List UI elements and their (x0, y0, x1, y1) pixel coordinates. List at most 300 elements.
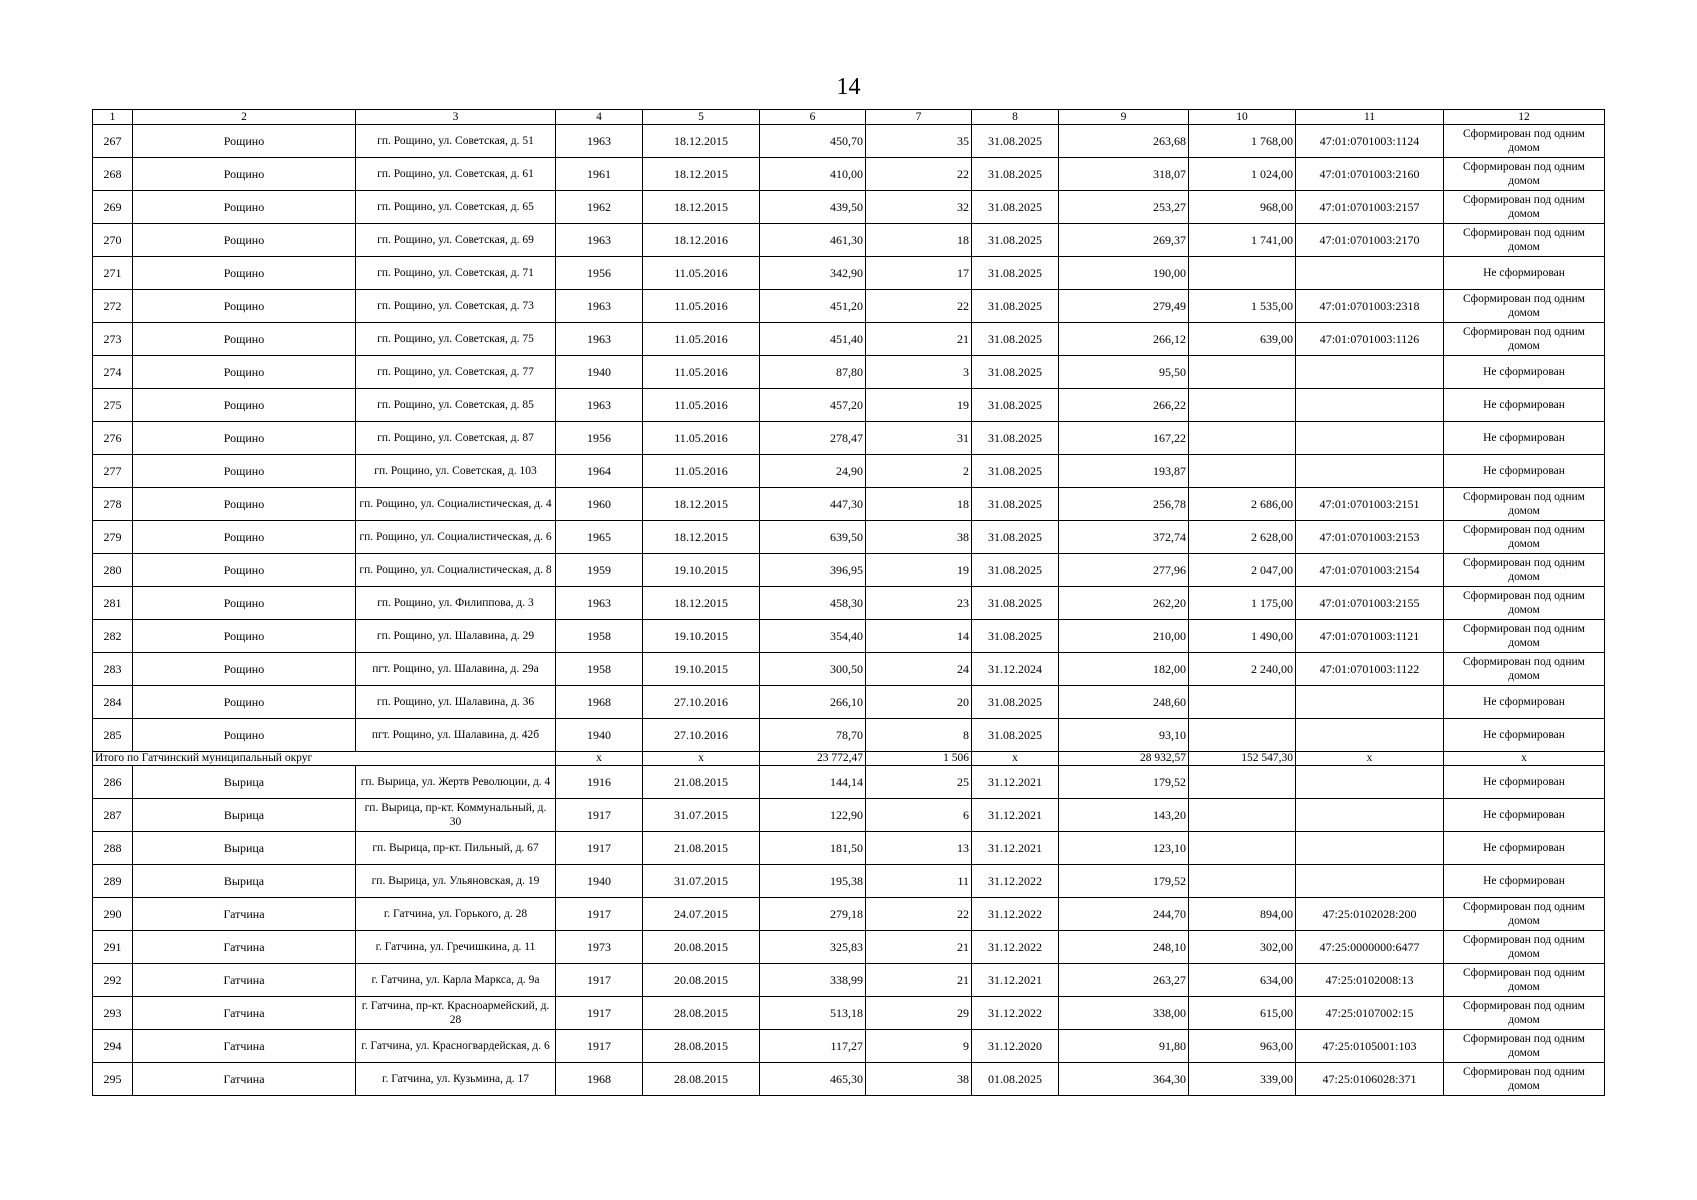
date-cell: 11.05.2016 (643, 323, 760, 356)
total-row (93, 752, 1605, 766)
year-cell: 1963 (556, 224, 643, 257)
deadline-cell: 31.08.2025 (972, 620, 1059, 653)
row-number-cell: 287 (93, 799, 133, 832)
area2-cell: 182,00 (1059, 653, 1189, 686)
area-cell: 451,40 (760, 323, 866, 356)
table-row (93, 125, 1605, 158)
area-cell: 338,99 (760, 964, 866, 997)
total-cell: x (1296, 752, 1444, 766)
residents-cell: 21 (866, 323, 972, 356)
date-cell: 11.05.2016 (643, 455, 760, 488)
deadline-cell: 31.08.2025 (972, 455, 1059, 488)
land-area-cell (1189, 799, 1296, 832)
date-cell: 28.08.2015 (643, 1030, 760, 1063)
row-number-cell: 271 (93, 257, 133, 290)
date-cell: 24.07.2015 (643, 898, 760, 931)
settlement-cell: Рощино (133, 224, 356, 257)
residents-cell: 21 (866, 931, 972, 964)
date-cell: 18.12.2015 (643, 488, 760, 521)
settlement-cell: Гатчина (133, 931, 356, 964)
cadastral-number-cell: 47:25:0102008:13 (1296, 964, 1444, 997)
row-number-cell: 277 (93, 455, 133, 488)
area2-cell: 262,20 (1059, 587, 1189, 620)
cadastral-number-cell (1296, 686, 1444, 719)
status-cell: Не сформирован (1444, 686, 1605, 719)
area2-cell: 279,49 (1059, 290, 1189, 323)
date-cell: 20.08.2015 (643, 931, 760, 964)
year-cell: 1973 (556, 931, 643, 964)
deadline-cell: 31.08.2025 (972, 257, 1059, 290)
residents-cell: 24 (866, 653, 972, 686)
row-number-cell: 272 (93, 290, 133, 323)
area2-cell: 193,87 (1059, 455, 1189, 488)
land-area-cell: 302,00 (1189, 931, 1296, 964)
settlement-cell: Рощино (133, 686, 356, 719)
land-area-cell (1189, 766, 1296, 799)
date-cell: 19.10.2015 (643, 620, 760, 653)
residents-cell: 18 (866, 488, 972, 521)
deadline-cell: 31.08.2025 (972, 488, 1059, 521)
year-cell: 1962 (556, 191, 643, 224)
table-row (93, 1063, 1605, 1096)
status-cell: Не сформирован (1444, 257, 1605, 290)
cadastral-number-cell: 47:01:0701003:1124 (1296, 125, 1444, 158)
deadline-cell: 31.12.2021 (972, 799, 1059, 832)
date-cell: 27.10.2016 (643, 686, 760, 719)
area2-cell: 91,80 (1059, 1030, 1189, 1063)
land-area-cell (1189, 686, 1296, 719)
land-area-cell: 634,00 (1189, 964, 1296, 997)
land-area-cell (1189, 832, 1296, 865)
area-cell: 447,30 (760, 488, 866, 521)
deadline-cell: 31.08.2025 (972, 422, 1059, 455)
cadastral-number-cell: 47:25:0000000:6477 (1296, 931, 1444, 964)
land-area-cell: 2 686,00 (1189, 488, 1296, 521)
settlement-cell: Рощино (133, 191, 356, 224)
row-number-cell: 279 (93, 521, 133, 554)
address-cell: пгт. Рощино, ул. Шалавина, д. 29а (356, 653, 556, 686)
land-area-cell: 1 024,00 (1189, 158, 1296, 191)
row-number-cell: 269 (93, 191, 133, 224)
area-cell: 78,70 (760, 719, 866, 752)
area2-cell: 167,22 (1059, 422, 1189, 455)
deadline-cell: 31.08.2025 (972, 224, 1059, 257)
row-number-cell: 294 (93, 1030, 133, 1063)
status-cell: Не сформирован (1444, 422, 1605, 455)
cadastral-number-cell: 47:25:0107002:15 (1296, 997, 1444, 1030)
table-body-roshchino (93, 125, 1605, 752)
area-cell: 195,38 (760, 865, 866, 898)
area-cell: 461,30 (760, 224, 866, 257)
date-cell: 31.07.2015 (643, 799, 760, 832)
row-number-cell: 275 (93, 389, 133, 422)
row-number-cell: 274 (93, 356, 133, 389)
deadline-cell: 31.08.2025 (972, 125, 1059, 158)
status-cell: Сформирован под одним домом (1444, 898, 1605, 931)
settlement-cell: Рощино (133, 620, 356, 653)
residents-cell: 20 (866, 686, 972, 719)
table-row (93, 290, 1605, 323)
area2-cell: 253,27 (1059, 191, 1189, 224)
date-cell: 11.05.2016 (643, 389, 760, 422)
area2-cell: 244,70 (1059, 898, 1189, 931)
date-cell: 11.05.2016 (643, 356, 760, 389)
land-area-cell: 1 768,00 (1189, 125, 1296, 158)
total-cell: 23 772,47 (760, 752, 866, 766)
settlement-cell: Рощино (133, 455, 356, 488)
page-number: 14 (836, 74, 861, 100)
address-cell: гп. Рощино, ул. Советская, д. 71 (356, 257, 556, 290)
area2-cell: 123,10 (1059, 832, 1189, 865)
table-body-gatchina (93, 766, 1605, 1096)
cadastral-number-cell: 47:01:0701003:2157 (1296, 191, 1444, 224)
deadline-cell: 31.12.2022 (972, 898, 1059, 931)
cadastral-number-cell: 47:01:0701003:2151 (1296, 488, 1444, 521)
deadline-cell: 31.12.2022 (972, 865, 1059, 898)
year-cell: 1963 (556, 125, 643, 158)
date-cell: 18.12.2015 (643, 587, 760, 620)
settlement-cell: Рощино (133, 653, 356, 686)
area2-cell: 318,07 (1059, 158, 1189, 191)
status-cell: Сформирован под одним домом (1444, 620, 1605, 653)
cadastral-number-cell: 47:01:0701003:2170 (1296, 224, 1444, 257)
table-row (93, 224, 1605, 257)
settlement-cell: Вырица (133, 766, 356, 799)
table-row (93, 997, 1605, 1030)
settlement-cell: Вырица (133, 799, 356, 832)
address-cell: гп. Рощино, ул. Советская, д. 69 (356, 224, 556, 257)
status-cell: Сформирован под одним домом (1444, 554, 1605, 587)
area-cell: 122,90 (760, 799, 866, 832)
deadline-cell: 31.08.2025 (972, 521, 1059, 554)
deadline-cell: 31.12.2021 (972, 766, 1059, 799)
settlement-cell: Рощино (133, 257, 356, 290)
area-cell: 639,50 (760, 521, 866, 554)
cadastral-number-cell: 47:25:0105001:103 (1296, 1030, 1444, 1063)
area-cell: 465,30 (760, 1063, 866, 1096)
year-cell: 1960 (556, 488, 643, 521)
table-row (93, 1030, 1605, 1063)
row-number-cell: 268 (93, 158, 133, 191)
date-cell: 19.10.2015 (643, 653, 760, 686)
status-cell: Сформирован под одним домом (1444, 521, 1605, 554)
table-row (93, 898, 1605, 931)
total-label: Итого по Гатчинский муниципальный округ (93, 752, 556, 766)
deadline-cell: 31.08.2025 (972, 356, 1059, 389)
settlement-cell: Рощино (133, 521, 356, 554)
cadastral-number-cell: 47:01:0701003:2155 (1296, 587, 1444, 620)
date-cell: 19.10.2015 (643, 554, 760, 587)
land-area-cell (1189, 719, 1296, 752)
status-cell: Сформирован под одним домом (1444, 290, 1605, 323)
year-cell: 1940 (556, 865, 643, 898)
area-cell: 325,83 (760, 931, 866, 964)
table-row (93, 191, 1605, 224)
residents-cell: 38 (866, 1063, 972, 1096)
land-area-cell: 639,00 (1189, 323, 1296, 356)
table-body-total (93, 752, 1605, 766)
column-number-7: 7 (866, 110, 972, 125)
area-cell: 342,90 (760, 257, 866, 290)
year-cell: 1917 (556, 799, 643, 832)
deadline-cell: 31.12.2024 (972, 653, 1059, 686)
table-row (93, 799, 1605, 832)
residents-cell: 25 (866, 766, 972, 799)
cadastral-number-cell: 47:25:0102028:200 (1296, 898, 1444, 931)
column-number-5: 5 (643, 110, 760, 125)
address-cell: гп. Рощино, ул. Шалавина, д. 29 (356, 620, 556, 653)
settlement-cell: Рощино (133, 323, 356, 356)
address-cell: г. Гатчина, ул. Карла Маркса, д. 9а (356, 964, 556, 997)
settlement-cell: Гатчина (133, 1063, 356, 1096)
year-cell: 1968 (556, 1063, 643, 1096)
table-row (93, 620, 1605, 653)
table-row (93, 554, 1605, 587)
row-number-cell: 273 (93, 323, 133, 356)
status-cell: Сформирован под одним домом (1444, 224, 1605, 257)
land-area-cell: 2 240,00 (1189, 653, 1296, 686)
residents-cell: 8 (866, 719, 972, 752)
table-row (93, 257, 1605, 290)
cadastral-number-cell (1296, 865, 1444, 898)
total-cell: 28 932,57 (1059, 752, 1189, 766)
column-number-6: 6 (760, 110, 866, 125)
residents-cell: 9 (866, 1030, 972, 1063)
status-cell: Не сформирован (1444, 766, 1605, 799)
area-cell: 457,20 (760, 389, 866, 422)
row-number-cell: 283 (93, 653, 133, 686)
status-cell: Не сформирован (1444, 455, 1605, 488)
land-area-cell: 615,00 (1189, 997, 1296, 1030)
deadline-cell: 31.08.2025 (972, 554, 1059, 587)
area-cell: 278,47 (760, 422, 866, 455)
cadastral-number-cell (1296, 356, 1444, 389)
year-cell: 1916 (556, 766, 643, 799)
settlement-cell: Рощино (133, 422, 356, 455)
area-cell: 354,40 (760, 620, 866, 653)
column-number-1: 1 (93, 110, 133, 125)
status-cell: Сформирован под одним домом (1444, 997, 1605, 1030)
area2-cell: 248,60 (1059, 686, 1189, 719)
row-number-cell: 295 (93, 1063, 133, 1096)
address-cell: гп. Рощино, ул. Социалистическая, д. 6 (356, 521, 556, 554)
date-cell: 21.08.2015 (643, 832, 760, 865)
land-area-cell: 2 628,00 (1189, 521, 1296, 554)
deadline-cell: 31.08.2025 (972, 191, 1059, 224)
settlement-cell: Вырица (133, 865, 356, 898)
deadline-cell: 31.08.2025 (972, 323, 1059, 356)
address-cell: гп. Рощино, ул. Советская, д. 61 (356, 158, 556, 191)
date-cell: 18.12.2015 (643, 521, 760, 554)
cadastral-number-cell: 47:01:0701003:2160 (1296, 158, 1444, 191)
residents-cell: 22 (866, 898, 972, 931)
year-cell: 1917 (556, 898, 643, 931)
address-cell: гп. Рощино, ул. Советская, д. 77 (356, 356, 556, 389)
land-area-cell: 894,00 (1189, 898, 1296, 931)
deadline-cell: 31.08.2025 (972, 587, 1059, 620)
cadastral-number-cell: 47:01:0701003:2318 (1296, 290, 1444, 323)
residents-cell: 29 (866, 997, 972, 1030)
settlement-cell: Вырица (133, 832, 356, 865)
area-cell: 451,20 (760, 290, 866, 323)
settlement-cell: Гатчина (133, 1030, 356, 1063)
year-cell: 1917 (556, 997, 643, 1030)
address-cell: г. Гатчина, ул. Гречишкина, д. 11 (356, 931, 556, 964)
total-cell: x (556, 752, 643, 766)
row-number-cell: 286 (93, 766, 133, 799)
year-cell: 1940 (556, 356, 643, 389)
deadline-cell: 31.12.2021 (972, 832, 1059, 865)
area-cell: 87,80 (760, 356, 866, 389)
address-cell: г. Гатчина, пр-кт. Красноармейский, д. 28 (356, 997, 556, 1030)
row-number-cell: 276 (93, 422, 133, 455)
table-row (93, 865, 1605, 898)
table-row (93, 356, 1605, 389)
column-number-9: 9 (1059, 110, 1189, 125)
cadastral-number-cell: 47:01:0701003:2154 (1296, 554, 1444, 587)
table-row (93, 964, 1605, 997)
area2-cell: 210,00 (1059, 620, 1189, 653)
deadline-cell: 31.08.2025 (972, 389, 1059, 422)
column-number-4: 4 (556, 110, 643, 125)
land-area-cell (1189, 389, 1296, 422)
table-row (93, 521, 1605, 554)
address-cell: гп. Вырица, пр-кт. Пильный, д. 67 (356, 832, 556, 865)
header-row (93, 110, 1605, 125)
area2-cell: 179,52 (1059, 766, 1189, 799)
residents-cell: 19 (866, 389, 972, 422)
deadline-cell: 31.12.2020 (972, 1030, 1059, 1063)
deadline-cell: 31.08.2025 (972, 686, 1059, 719)
residents-cell: 31 (866, 422, 972, 455)
residents-cell: 21 (866, 964, 972, 997)
residents-cell: 22 (866, 158, 972, 191)
settlement-cell: Рощино (133, 158, 356, 191)
residents-cell: 17 (866, 257, 972, 290)
address-cell: гп. Рощино, ул. Советская, д. 51 (356, 125, 556, 158)
row-number-cell: 288 (93, 832, 133, 865)
column-number-11: 11 (1296, 110, 1444, 125)
area-cell: 458,30 (760, 587, 866, 620)
address-cell: гп. Рощино, ул. Советская, д. 85 (356, 389, 556, 422)
residents-cell: 2 (866, 455, 972, 488)
cadastral-number-cell (1296, 389, 1444, 422)
row-number-cell: 292 (93, 964, 133, 997)
year-cell: 1917 (556, 832, 643, 865)
date-cell: 27.10.2016 (643, 719, 760, 752)
address-cell: гп. Рощино, ул. Советская, д. 87 (356, 422, 556, 455)
residents-cell: 38 (866, 521, 972, 554)
status-cell: Сформирован под одним домом (1444, 191, 1605, 224)
total-cell: x (1444, 752, 1605, 766)
date-cell: 20.08.2015 (643, 964, 760, 997)
year-cell: 1961 (556, 158, 643, 191)
area2-cell: 95,50 (1059, 356, 1189, 389)
cadastral-number-cell (1296, 422, 1444, 455)
table-row (93, 653, 1605, 686)
table-row (93, 455, 1605, 488)
cadastral-number-cell: 47:01:0701003:1122 (1296, 653, 1444, 686)
residents-cell: 3 (866, 356, 972, 389)
area-cell: 24,90 (760, 455, 866, 488)
area2-cell: 179,52 (1059, 865, 1189, 898)
date-cell: 28.08.2015 (643, 1063, 760, 1096)
residents-cell: 13 (866, 832, 972, 865)
date-cell: 18.12.2015 (643, 158, 760, 191)
table-row (93, 832, 1605, 865)
area2-cell: 266,22 (1059, 389, 1189, 422)
address-cell: гп. Рощино, ул. Советская, д. 75 (356, 323, 556, 356)
address-cell: пгт. Рощино, ул. Шалавина, д. 42б (356, 719, 556, 752)
address-cell: г. Гатчина, ул. Горького, д. 28 (356, 898, 556, 931)
land-area-cell (1189, 257, 1296, 290)
land-area-cell: 968,00 (1189, 191, 1296, 224)
address-cell: гп. Рощино, ул. Филиппова, д. 3 (356, 587, 556, 620)
settlement-cell: Рощино (133, 356, 356, 389)
status-cell: Сформирован под одним домом (1444, 587, 1605, 620)
land-area-cell: 1 535,00 (1189, 290, 1296, 323)
settlement-cell: Рощино (133, 389, 356, 422)
land-area-cell: 2 047,00 (1189, 554, 1296, 587)
column-number-8: 8 (972, 110, 1059, 125)
cadastral-number-cell: 47:25:0106028:371 (1296, 1063, 1444, 1096)
settlement-cell: Рощино (133, 719, 356, 752)
row-number-cell: 290 (93, 898, 133, 931)
settlement-cell: Рощино (133, 125, 356, 158)
status-cell: Сформирован под одним домом (1444, 931, 1605, 964)
year-cell: 1964 (556, 455, 643, 488)
settlement-cell: Рощино (133, 488, 356, 521)
settlement-cell: Гатчина (133, 997, 356, 1030)
address-cell: гп. Рощино, ул. Советская, д. 103 (356, 455, 556, 488)
cadastral-number-cell (1296, 455, 1444, 488)
row-number-cell: 267 (93, 125, 133, 158)
status-cell: Сформирован под одним домом (1444, 158, 1605, 191)
date-cell: 31.07.2015 (643, 865, 760, 898)
status-cell: Сформирован под одним домом (1444, 964, 1605, 997)
status-cell: Не сформирован (1444, 865, 1605, 898)
land-area-cell: 1 175,00 (1189, 587, 1296, 620)
table-row (93, 587, 1605, 620)
row-number-cell: 289 (93, 865, 133, 898)
year-cell: 1940 (556, 719, 643, 752)
housing-registry-table (92, 109, 1605, 1096)
residents-cell: 14 (866, 620, 972, 653)
row-number-cell: 291 (93, 931, 133, 964)
date-cell: 11.05.2016 (643, 290, 760, 323)
year-cell: 1956 (556, 422, 643, 455)
area2-cell: 263,68 (1059, 125, 1189, 158)
status-cell: Не сформирован (1444, 799, 1605, 832)
area2-cell: 266,12 (1059, 323, 1189, 356)
deadline-cell: 31.12.2022 (972, 997, 1059, 1030)
status-cell: Сформирован под одним домом (1444, 653, 1605, 686)
deadline-cell: 31.08.2025 (972, 158, 1059, 191)
area-cell: 450,70 (760, 125, 866, 158)
date-cell: 18.12.2016 (643, 224, 760, 257)
address-cell: гп. Рощино, ул. Советская, д. 73 (356, 290, 556, 323)
deadline-cell: 01.08.2025 (972, 1063, 1059, 1096)
year-cell: 1963 (556, 290, 643, 323)
table-row (93, 158, 1605, 191)
residents-cell: 11 (866, 865, 972, 898)
table-row (93, 766, 1605, 799)
cadastral-number-cell (1296, 832, 1444, 865)
residents-cell: 23 (866, 587, 972, 620)
residents-cell: 6 (866, 799, 972, 832)
area2-cell: 372,74 (1059, 521, 1189, 554)
land-area-cell (1189, 422, 1296, 455)
